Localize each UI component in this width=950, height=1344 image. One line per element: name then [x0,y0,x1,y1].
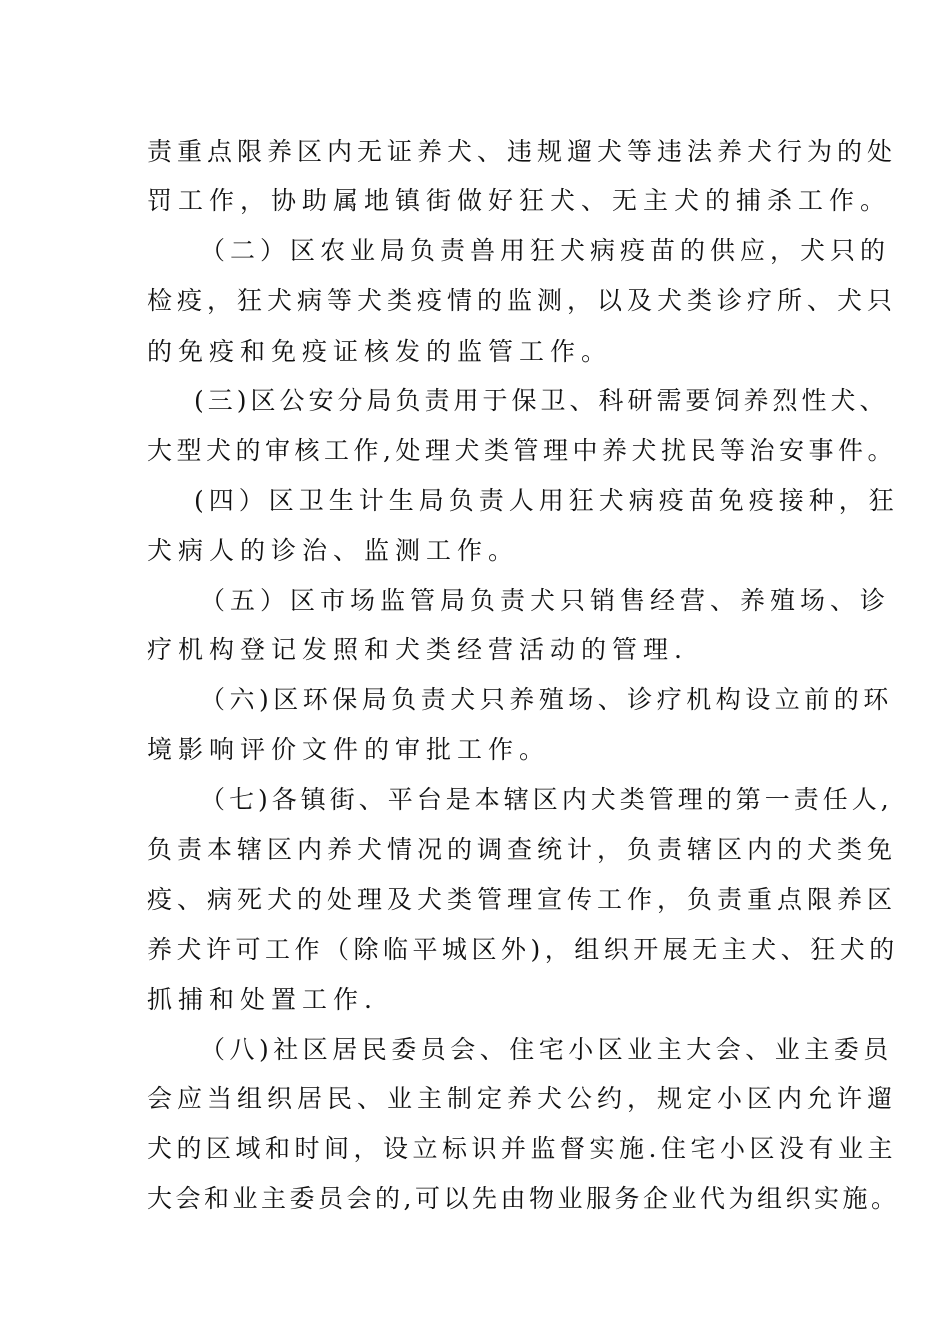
text-line-9: 犬病人的诊治、监测工作。 [147,536,520,565]
text-line-14: （七)各镇街、平台是本辖区内犬类管理的第一责任人, [200,785,893,814]
text-line-7: 大型犬的审核工作,处理犬类管理中养犬扰民等治安事件。 [147,436,897,465]
text-line-20: 会应当组织居民、业主制定养犬公约，规定小区内允许遛 [147,1084,898,1113]
text-line-1: 责重点限养区内无证养犬、违规遛犬等违法养犬行为的处 [147,137,898,166]
text-line-6: (三)区公安分局负责用于保卫、科研需要饲养烈性犬、 [194,386,889,415]
text-line-16: 疫、病死犬的处理及犬类管理宣传工作，负责重点限养区 [147,885,898,914]
text-line-22: 大会和业主委员会的,可以先由物业服务企业代为组织实施。 [147,1184,900,1213]
text-line-4: 检疫，狂犬病等犬类疫情的监测，以及犬类诊疗所、犬只 [147,286,898,315]
text-line-12: （六)区环保局负责犬只养殖场、诊疗机构设立前的环 [200,685,893,714]
text-line-15: 负责本辖区内养犬情况的调查统计，负责辖区内的犬类免 [147,835,898,864]
text-line-8: (四）区卫生计生局负责人用狂犬病疫苗免疫接种，狂 [194,486,899,515]
text-line-11: 疗机构登记发照和犬类经营活动的管理. [147,635,688,664]
text-line-3: （二）区农业局负责兽用狂犬病疫苗的供应，犬只的 [200,236,891,265]
text-line-13: 境影响评价文件的审批工作。 [147,735,551,764]
text-line-2: 罚工作，协助属地镇街做好狂犬、无主犬的捕杀工作。 [147,186,892,215]
text-line-18: 抓捕和处置工作. [147,985,378,1014]
text-line-17: 养犬许可工作（除临平城区外)，组织开展无主犬、狂犬的 [147,935,899,964]
text-line-21: 犬的区域和时间，设立标识并监督实施.住宅小区没有业主 [147,1134,897,1163]
text-line-10: （五）区市场监管局负责犬只销售经营、养殖场、诊 [200,586,891,615]
text-line-5: 的免疫和免疫证核发的监管工作。 [147,337,613,366]
text-line-19: （八)社区居民委员会、住宅小区业主大会、业主委员 [200,1035,893,1064]
